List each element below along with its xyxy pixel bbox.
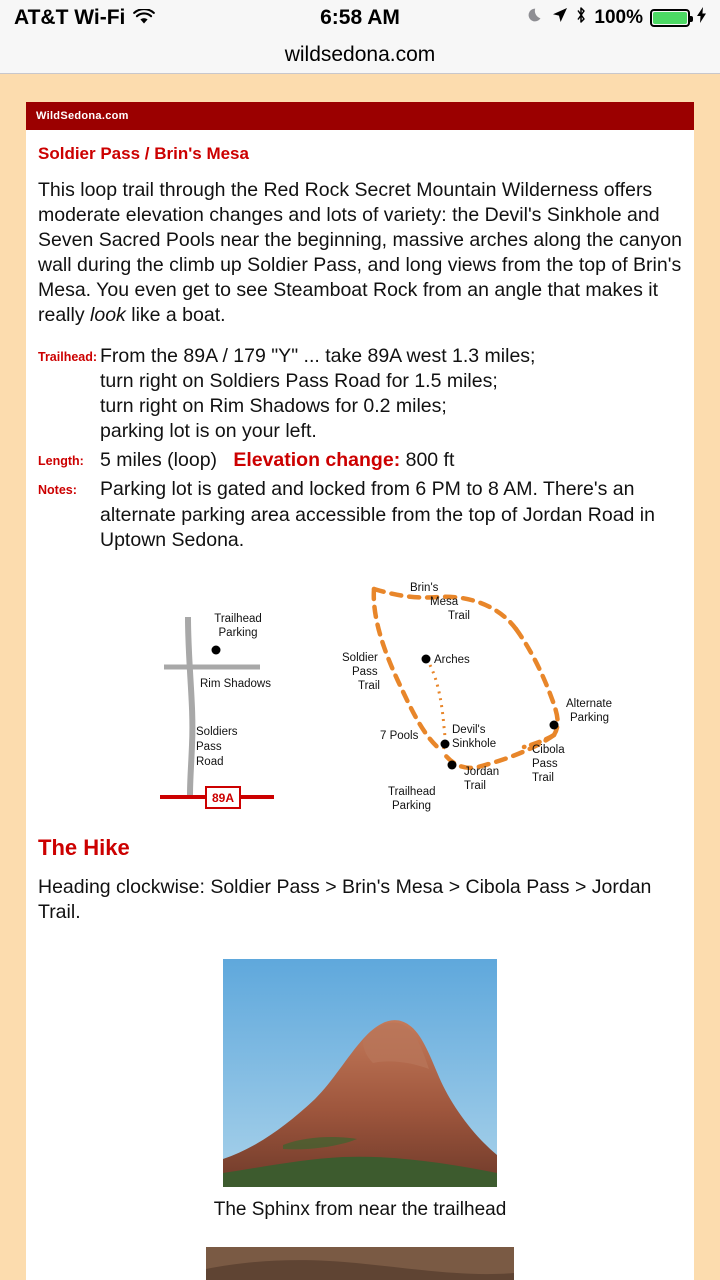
site-banner-label: WildSedona.com	[36, 110, 129, 122]
access-road-map	[128, 595, 308, 815]
lightning-bolt-icon	[697, 7, 706, 29]
svg-text:Soldiers: Soldiers	[196, 725, 238, 738]
hike-paragraph: Heading clockwise: Soldier Pass > Brin's Mesa > Cibola Pass > Jordan Trail.	[38, 875, 652, 923]
photo-caption-1: The Sphinx from near the trailhead	[213, 1198, 507, 1220]
intro-paragraph	[38, 178, 682, 328]
status-bar-clock: 6:58 AM	[320, 6, 400, 29]
length-row	[38, 448, 682, 473]
svg-text:Cibola: Cibola	[532, 743, 565, 756]
svg-text:Brin's: Brin's	[410, 581, 439, 594]
carrier-label: AT&T Wi-Fi	[14, 6, 126, 29]
svg-text:Pass: Pass	[532, 757, 558, 770]
svg-text:Trail: Trail	[532, 771, 554, 784]
url-text: wildsedona.com	[284, 42, 436, 66]
trailhead-row	[38, 344, 682, 445]
svg-text:Rim Shadows: Rim Shadows	[200, 677, 271, 690]
trailhead-line-1: From the 89A / 179 "Y" ... take 89A west 1.3 miles;	[100, 344, 536, 367]
address-bar[interactable]	[0, 36, 720, 74]
svg-text:Jordan: Jordan	[464, 765, 500, 778]
elevation-value: 800 ft	[405, 449, 455, 472]
svg-text:Arches: Arches	[434, 653, 470, 666]
trailhead-line-3: turn right on Rim Shadows for 0.2 miles;	[100, 395, 447, 417]
svg-text:Alternate: Alternate	[566, 697, 613, 710]
trailhead-label: Trailhead:	[38, 349, 98, 364]
intro-text-part1: This loop trail through the Red Rock Secret Mountain Wilderness offers moderate elevation changes and lots of variety: the Devil's Sinkhole and Seven Sacred Pools near the beginning, massive arches along the canyon wall during the climb up Soldier Pass, and long views from the top of Brin's Mesa. You even get to see Steamboat Rock from an angle that makes it really	[38, 179, 682, 326]
elevation-label: Elevation change:	[233, 449, 401, 472]
bluetooth-icon	[575, 6, 587, 30]
svg-text:Trailhead: Trailhead	[214, 612, 262, 625]
trailhead-line-2: turn right on Soldiers Pass Road for 1.5 miles;	[100, 369, 498, 392]
article-container	[26, 102, 694, 1280]
svg-text:Parking: Parking	[218, 626, 258, 639]
second-photo	[206, 1247, 514, 1280]
svg-text:Trail: Trail	[464, 779, 486, 792]
battery-percent-label: 100%	[594, 7, 643, 28]
intro-text-part2: like a boat.	[125, 303, 226, 326]
location-arrow-icon	[552, 7, 568, 29]
site-banner	[26, 102, 694, 130]
status-bar-right	[527, 6, 706, 30]
notes-row	[38, 477, 682, 552]
photo-figure-2	[38, 1247, 682, 1280]
svg-text:Soldier: Soldier	[342, 651, 378, 664]
svg-text:Trail: Trail	[358, 679, 380, 692]
svg-text:Trail: Trail	[448, 609, 470, 622]
photo-figure-1	[38, 959, 682, 1221]
svg-text:Sinkhole: Sinkhole	[452, 737, 497, 750]
hike-heading: The Hike	[38, 834, 130, 860]
svg-text:Parking: Parking	[570, 711, 609, 724]
maps-figure	[38, 577, 682, 827]
svg-text:89A: 89A	[211, 790, 235, 805]
intro-emphasis: look	[90, 303, 126, 326]
svg-text:7 Pools: 7 Pools	[380, 729, 419, 742]
svg-text:Mesa: Mesa	[430, 595, 459, 608]
svg-text:Pass: Pass	[352, 665, 378, 678]
page-title: Soldier Pass / Brin's Mesa	[38, 144, 249, 163]
trail-loop-map	[338, 577, 668, 825]
svg-text:Road: Road	[196, 755, 224, 768]
trailhead-line-4: parking lot is on your left.	[100, 420, 317, 443]
length-value: 5 miles (loop)	[100, 449, 218, 472]
length-value-group	[100, 448, 454, 473]
svg-text:Pass: Pass	[196, 740, 222, 753]
length-label: Length:	[38, 454, 84, 469]
webpage-viewport[interactable]	[0, 74, 720, 1280]
battery-full-icon	[650, 9, 690, 27]
svg-text:Trailhead: Trailhead	[388, 785, 436, 798]
notes-label: Notes:	[38, 483, 77, 498]
status-bar	[0, 0, 720, 36]
wifi-icon	[133, 9, 155, 28]
status-bar-left	[14, 6, 155, 30]
svg-text:Devil's: Devil's	[452, 723, 486, 736]
moon-icon	[527, 6, 545, 30]
trail-info-table	[38, 344, 682, 553]
sphinx-photo	[223, 959, 497, 1187]
svg-text:Parking: Parking	[392, 799, 431, 812]
notes-value: Parking lot is gated and locked from 6 PM to 8 AM. There's an alternate parking area accessible from the top of Jordan Road in Uptown Sedona.	[100, 478, 655, 551]
trailhead-directions	[100, 344, 535, 445]
